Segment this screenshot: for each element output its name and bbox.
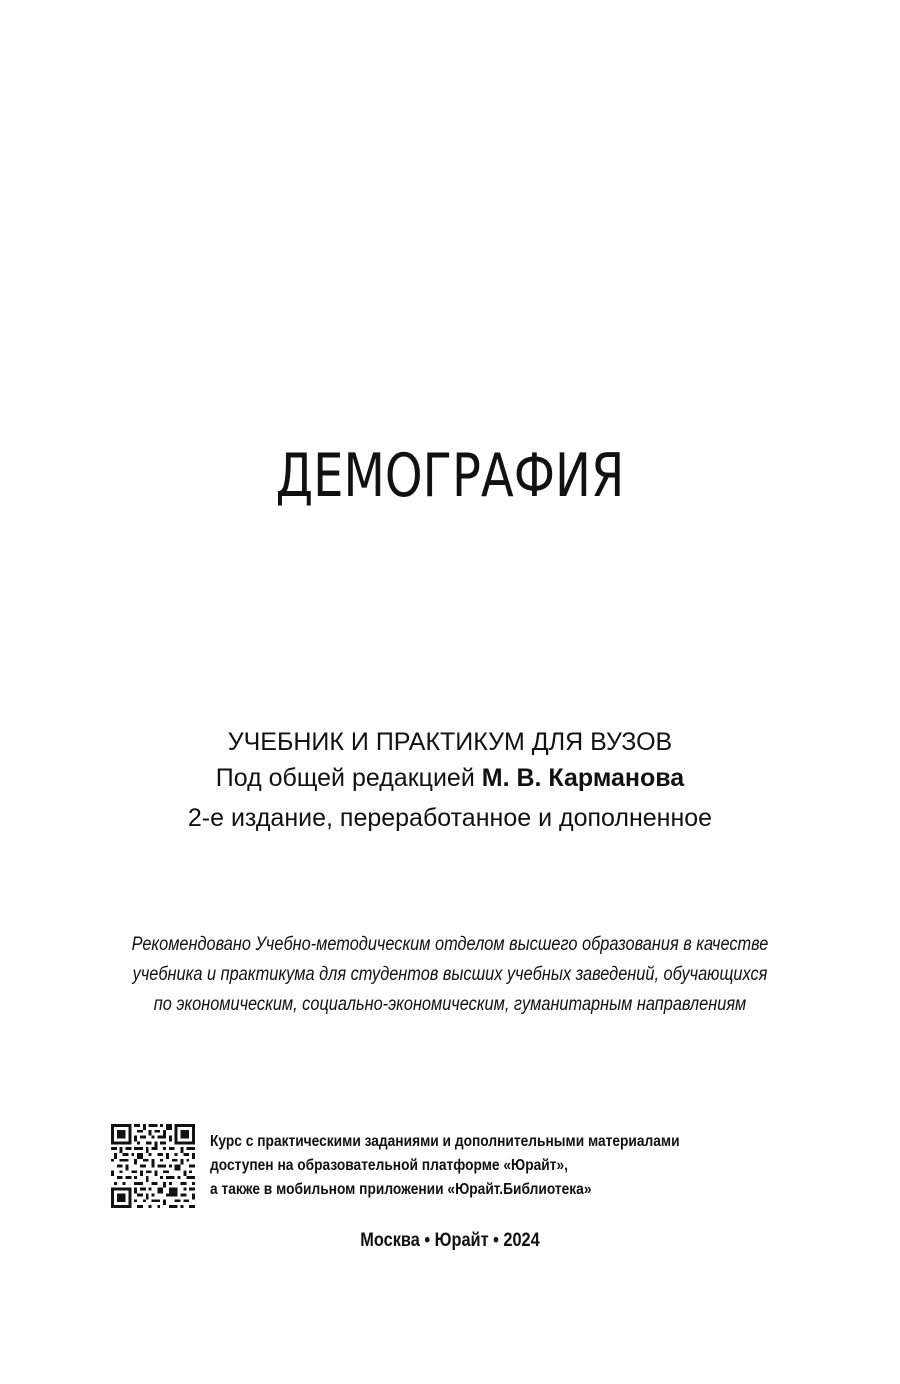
course-note xyxy=(210,1130,760,1202)
edition-line: 2-е издание, переработанное и дополненное xyxy=(187,804,713,832)
qr-code-icon[interactable] xyxy=(111,1124,195,1208)
recommendation-line: по экономическим, социально-экономическим, гуманитарным направлениям xyxy=(153,994,747,1015)
publisher-imprint: Москва • Юрайт • 2024 xyxy=(360,1230,540,1251)
recommendation-line: учебника и практикума для студентов высших учебных заведений, обучающихся xyxy=(132,964,768,985)
course-note-line: а также в мобильном приложении «Юрайт.Библиотека» xyxy=(210,1181,592,1198)
recommendation-line: Рекомендовано Учебно-методическим отделом высшего образования в качестве xyxy=(131,934,769,955)
editor-prefix: Под общей редакцией xyxy=(215,764,475,792)
book-title: ДЕМОГРАФИЯ xyxy=(275,441,625,511)
editor-line xyxy=(0,760,900,796)
course-note-line: доступен на образовательной платформе «Юрайт», xyxy=(210,1157,568,1174)
editor-name: М. В. Карманова xyxy=(481,764,685,792)
course-note-line: Курс с практическими заданиями и дополнительными материалами xyxy=(210,1133,680,1150)
recommendation-text xyxy=(63,930,837,1020)
book-genre: УЧЕБНИК И ПРАКТИКУМ ДЛЯ ВУЗОВ xyxy=(227,728,673,756)
